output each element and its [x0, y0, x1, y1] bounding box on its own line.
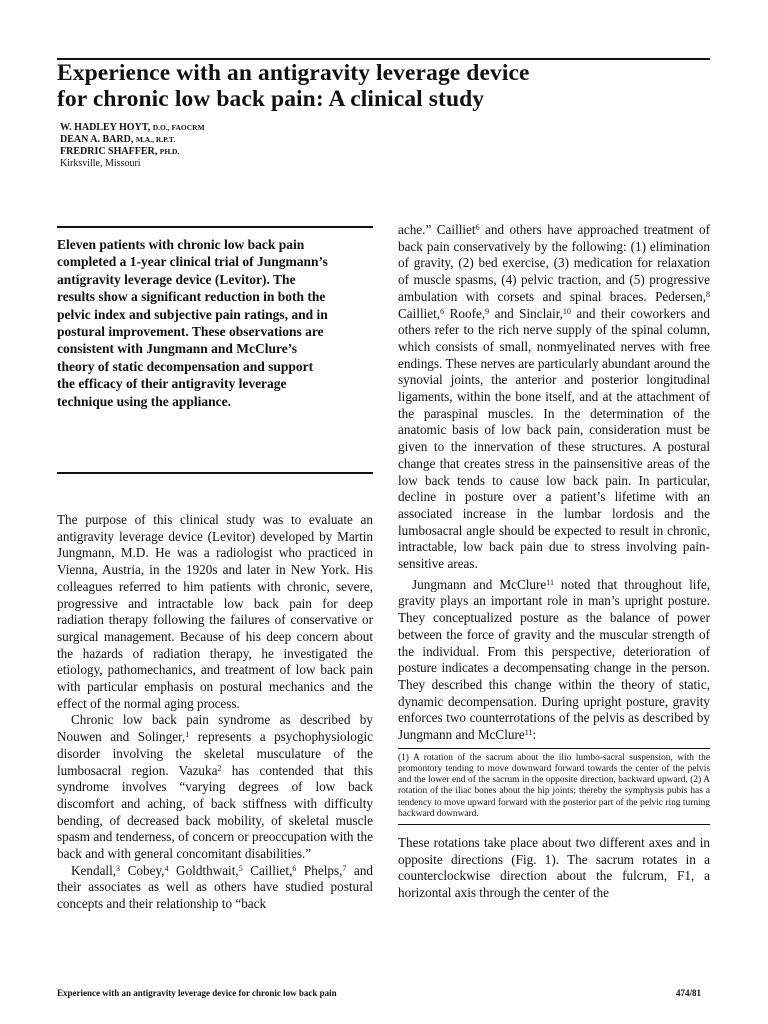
footer-title: Experience with an antigravity leverage device for chronic low back pain: [57, 988, 337, 998]
author-location: Kirksville, Missouri: [60, 158, 141, 169]
abstract-rule-bottom: [57, 472, 373, 474]
page-number: 474/81: [676, 988, 702, 998]
article-title: [57, 60, 717, 112]
title-line-2: for chronic low back pain: A clinical study: [57, 86, 485, 112]
paragraph-postural: Kendall,$^3$ Cobey,$^4$ Goldthwait,$^5$ Cailliet,$^6$ Phelps,$^7$ and their associates as well as others have studied postural concepts and their relationship to “back: [57, 862, 374, 912]
left-column: [57, 512, 373, 913]
paragraph-gravity: Jungmann and McClure$^{11}$ noted that throughout life, gravity plays an important role in man’s upright posture. They conceptualized posture as the balance of power between the force of gravity and the muscular strength of the individual. From this perspective, deterioration of posture indicates a decompensating change in the person. They described this change within the theory of static, dynamic decompensation. During upright posture, gravity enforces two counterrotations of the pelvis as described by Jungmann and McClure$^{11}$:: [398, 576, 710, 743]
author-1: W. HADLEY HOYT, D.O., FAOCRM: [60, 122, 205, 133]
paragraph-treatment: ache.” Cailliet$^6$ and others have approached treatment of back pain conservatively by the following: (1) elimination of gravity, (2) bed exercise, (3) medication for relaxation of muscle spasms, (4) pelvic traction, and (5) progressive ambulation with corsets and spinal braces. Pedersen,$^8$ Cailliet,$^6$ Roofe,$^9$ and Sinclair,$^{10}$ and their coworkers and others refer to the rich nerve supply of the spinal column, which consists of small, nonmyelinated nerves with free endings. These nerves are particularly abundant around the synovial joints, the anterior and posterior longitudinal ligaments, within the bone itself, and at the attachment of the paraspinal muscles. In the determination of the anatomic basis of low back pain, consideration must be given to the innervation of these structures. A postural change that creates stress in the painsensitive areas of the low back tends to cause low back pain. In particular, decline in posture over a patient’s lifetime with an associated increase in the lumbar lordosis and the lumbosacral angle should be expected to result in chronic, intractable, low back pain due to stress involving pain-sensitive areas.: [398, 222, 710, 572]
paragraph-intro: The purpose of this clinical study was to evaluate an antigravity leverage device (Levitor) developed by Martin Jungmann, M.D. He was a radiologist who practiced in Vienna, Austria, in the 1920s and later in New York. His colleagues referred to him patients with chronic, severe, progressive and intractable low back pain for deep radiation therapy following the failures of conservative or surgical management. Because of his deep concern about the hazards of radiation therapy, he investigated the etiology, pathomechanics, and treatment of low back pain with particular emphasis on postural mechanics and the effect of the normal aging process.: [57, 512, 373, 711]
paragraph-rotations: These rotations take place about two different axes and in opposite directions (Fig. 1). The sacrum rotates in a counterclockwise direction about the fulcrum, F1, a horizontal axis through the center of the: [398, 835, 710, 901]
paragraph-syndrome: Chronic low back pain syndrome as described by Nouwen and Solinger,$^1$ represents a psychophysiologic disorder involving the skeletal musculature of the lumbosacral region. Vazuka$^2$ has contended that this syndrome involves “varying degrees of low back discomfort and aching, of back stiffness with difficulty bending, of decreased back mobility, of skeletal muscle spasm and tenderness, of concern or preoccupation with the back and with general concomitant disabilities.”: [57, 712, 373, 862]
author-2: DEAN A. BARD, M.A., R.P.T.: [60, 134, 176, 145]
title-line-1: Experience with an antigravity leverage device: [57, 60, 530, 86]
abstract-rule-top: [57, 226, 373, 228]
author-block: [60, 122, 205, 170]
right-column: [398, 222, 710, 902]
block-quote: (1) A rotation of the sacrum about the ilio lumbo-sacral suspension, with the promontory tending to move downward forward towards the center of the pelvis and the lower end of the sacrum in the opposite direction, backward upward. (2) A rotation of the iliac bones about the hip joints; thereby the symphysis pubis has a tendency to move upward forward with the posterior part of the pelvic ring turning backward downward.: [398, 748, 710, 825]
abstract: Eleven patients with chronic low back pain completed a 1-year clinical trial of Jungmann’s antigravity leverage device (Levitor). The results show a significant reduction in both the pelvic index and subjective pain ratings, and in postural improvement. These observations are consistent with Jungmann and McClure’s theory of static decompensation and support the efficacy of their antigravity leverage technique using the appliance.: [57, 237, 328, 409]
author-3: FREDRIC SHAFFER, PH.D.: [60, 146, 180, 157]
